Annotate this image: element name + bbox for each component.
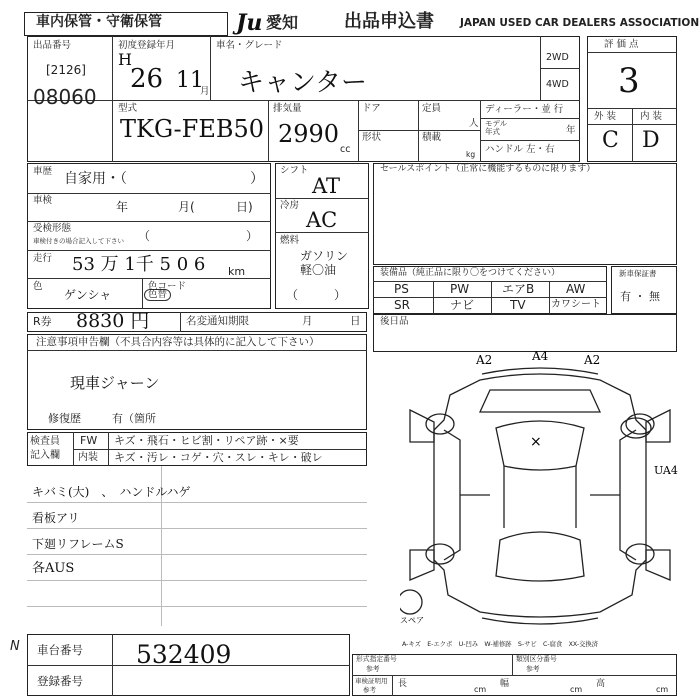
diagram-mark-a4: A4 — [532, 350, 549, 363]
displacement-value: 2990 — [278, 120, 340, 148]
drive-2wd: 2WD — [546, 52, 569, 63]
displacement-unit: cc — [340, 144, 351, 155]
org-name: 愛知 — [266, 13, 299, 32]
sales-point-label: セールスポイント（正常に機能するものに限ります） — [380, 164, 596, 174]
width-label: 幅 — [500, 679, 510, 689]
receipt-label: 受検形態 — [33, 223, 72, 234]
memo-line-4: 各AUS — [32, 561, 75, 576]
fuel-paren: （ ） — [286, 288, 347, 302]
shift-label: シフト — [280, 165, 309, 176]
capacity-label: 定員 — [422, 103, 442, 114]
memo-line-1: キバミ(大) 、 ハンドルハゲ — [32, 485, 191, 499]
lot-bracket: [2126] — [46, 63, 86, 77]
model-year-label: モデル 年式 — [485, 119, 508, 136]
color-code-label: 色コード — [148, 281, 187, 292]
displacement-label: 排気量 — [273, 103, 302, 114]
interior-grade: D — [642, 128, 660, 153]
repair-value: 有（箇所 — [112, 412, 156, 425]
equipment-label: 装備品（純正品に限り〇をつけてください） — [380, 268, 561, 278]
reg-month: 11 — [176, 68, 204, 93]
shift-value: AT — [312, 174, 341, 198]
equip-airbag: エアB — [502, 282, 535, 296]
recycle-value: 8830 円 — [76, 310, 150, 332]
memo-line-3: 下廻リフレームS — [32, 537, 124, 551]
type-label: 型式 — [118, 103, 138, 114]
type-value: TKG-FEB50 — [120, 115, 265, 143]
inspect-month: 月( — [178, 200, 195, 214]
color-value: ゲンシャ — [64, 288, 112, 302]
equip-aw: AW — [566, 282, 586, 296]
car-damage-diagram — [400, 350, 680, 640]
memo-line-2: 看板アリ — [32, 511, 80, 525]
fuel-label: 燃料 — [280, 235, 300, 246]
diagram-mark-center: × — [530, 434, 542, 450]
reg-label: 初度登録年月 — [118, 40, 176, 51]
notes-label: 注意事項申告欄（不具合内容等は具体的に記入して下さい） — [36, 336, 320, 348]
registration-label: 登録番号 — [37, 674, 83, 688]
color-label: 色 — [33, 281, 43, 292]
inspect-label: 車検 — [33, 195, 53, 206]
door-label: ドア — [362, 103, 381, 114]
diagram-mark-ua4: UA4 — [654, 464, 678, 477]
width-unit: cm — [570, 685, 583, 694]
mileage-unit: km — [228, 265, 246, 278]
length-label: 長 — [398, 679, 408, 689]
notes-text: 現車ジャーン — [70, 374, 160, 392]
reg-month-unit: 月 — [200, 86, 210, 97]
usage-close: ） — [250, 171, 264, 187]
ju-logo: Ju — [236, 10, 263, 36]
chassis-number: 532409 — [136, 640, 232, 669]
later-items-section — [373, 314, 677, 352]
warranty-label: 新車保証書 — [619, 269, 657, 278]
inspect-year: 年 — [116, 200, 129, 214]
height-unit: cm — [656, 685, 669, 694]
storage-label: 車内保管・守衛保管 — [36, 14, 162, 30]
inspect-day: 日) — [236, 200, 253, 214]
lot-label: 出品番号 — [33, 40, 72, 51]
reg-year: 26 — [130, 64, 164, 94]
class-number-label: 類別区分番号 — [516, 655, 557, 663]
name-change-month: 月 — [302, 315, 313, 327]
repair-label: 修復歴 — [48, 412, 81, 425]
handle-label: ハンドル 左・右 — [485, 144, 555, 155]
receipt-paren: （ ） — [138, 229, 259, 243]
name-change-day: 日 — [350, 315, 361, 327]
grade-value: 3 — [618, 61, 640, 101]
exterior-label: 外 装 — [594, 111, 617, 122]
height-label: 高 — [596, 679, 606, 689]
ac-label: 冷房 — [280, 200, 300, 211]
recycle-label: R券 — [33, 315, 52, 328]
interior-check-label: 内装 — [78, 452, 98, 463]
diagram-mark-a2-right: A2 — [584, 353, 601, 367]
warranty-options: 有 ・ 無 — [620, 290, 660, 303]
equip-pw: PW — [450, 282, 470, 296]
equip-ps: PS — [394, 282, 409, 296]
inspector-label: 検査員 記入欄 — [30, 436, 60, 461]
cert-ref: 参考 — [363, 686, 376, 694]
load-unit: kg — [466, 150, 476, 159]
ac-value: AC — [306, 208, 338, 232]
usage-label: 車歴 — [33, 166, 53, 177]
equip-tv: TV — [510, 298, 526, 312]
receipt-note: 車検付きの場合記入して下さい — [33, 237, 124, 245]
fuel-value: ガソリン 軽〇油 — [300, 249, 349, 278]
usage-value: 自家用・（ — [64, 171, 127, 187]
class-ref: 参考 — [526, 665, 540, 673]
fw-items: キズ・飛石・ヒビ割・リペア跡・×要 — [114, 434, 299, 447]
form-number-label: 形式指定番号 — [356, 655, 397, 663]
grade-label: 評 価 点 — [604, 39, 639, 50]
cert-label: 車検証明用 — [355, 677, 388, 685]
dealer-label: ディーラー・並 行 — [485, 104, 564, 115]
document-title: 出品申込書 — [344, 11, 434, 32]
mileage-value: 53 万 1千 5 0 6 — [72, 254, 206, 275]
damage-legend-text: A-キズ E-エクボ U-凹み W-補修跡 S-サビ C-腐食 XX-交換済 — [402, 641, 599, 648]
sales-point-section — [373, 163, 677, 265]
spare-tire-label: スペア — [400, 616, 424, 625]
lot-number: 08060 — [33, 85, 97, 109]
equip-leather-seat: カワシート — [551, 299, 601, 310]
association-name: JAPAN USED CAR DEALERS ASSOCIATION — [460, 17, 700, 29]
color-change: 色替 — [144, 289, 171, 301]
reg-era: H — [118, 50, 132, 69]
drive-4wd: 4WD — [546, 79, 569, 90]
load-label: 積載 — [422, 132, 442, 143]
capacity-unit: 人 — [469, 118, 479, 129]
diagram-mark-a2-left: A2 — [476, 353, 493, 367]
name-label: 車名・グレード — [216, 40, 283, 51]
n-mark: N — [10, 639, 20, 654]
later-items-label: 後日品 — [380, 316, 409, 327]
shape-label: 形状 — [362, 132, 382, 143]
year-unit: 年 — [566, 125, 576, 136]
mileage-label: 走行 — [33, 253, 53, 264]
fw-label: FW — [80, 434, 98, 447]
length-unit: cm — [474, 685, 487, 694]
exterior-grade: C — [602, 128, 619, 153]
chassis-label: 車台番号 — [37, 643, 83, 657]
equip-sr: SR — [394, 298, 410, 312]
interior-label: 内 装 — [640, 111, 663, 122]
interior-items: キズ・汚レ・コゲ・穴・スレ・キレ・破レ — [114, 451, 323, 464]
equip-navi: ナビ — [450, 298, 475, 312]
car-name: キャンター — [238, 68, 367, 98]
name-change-label: 名変通知期限 — [186, 315, 249, 327]
form-ref: 参考 — [366, 665, 380, 673]
